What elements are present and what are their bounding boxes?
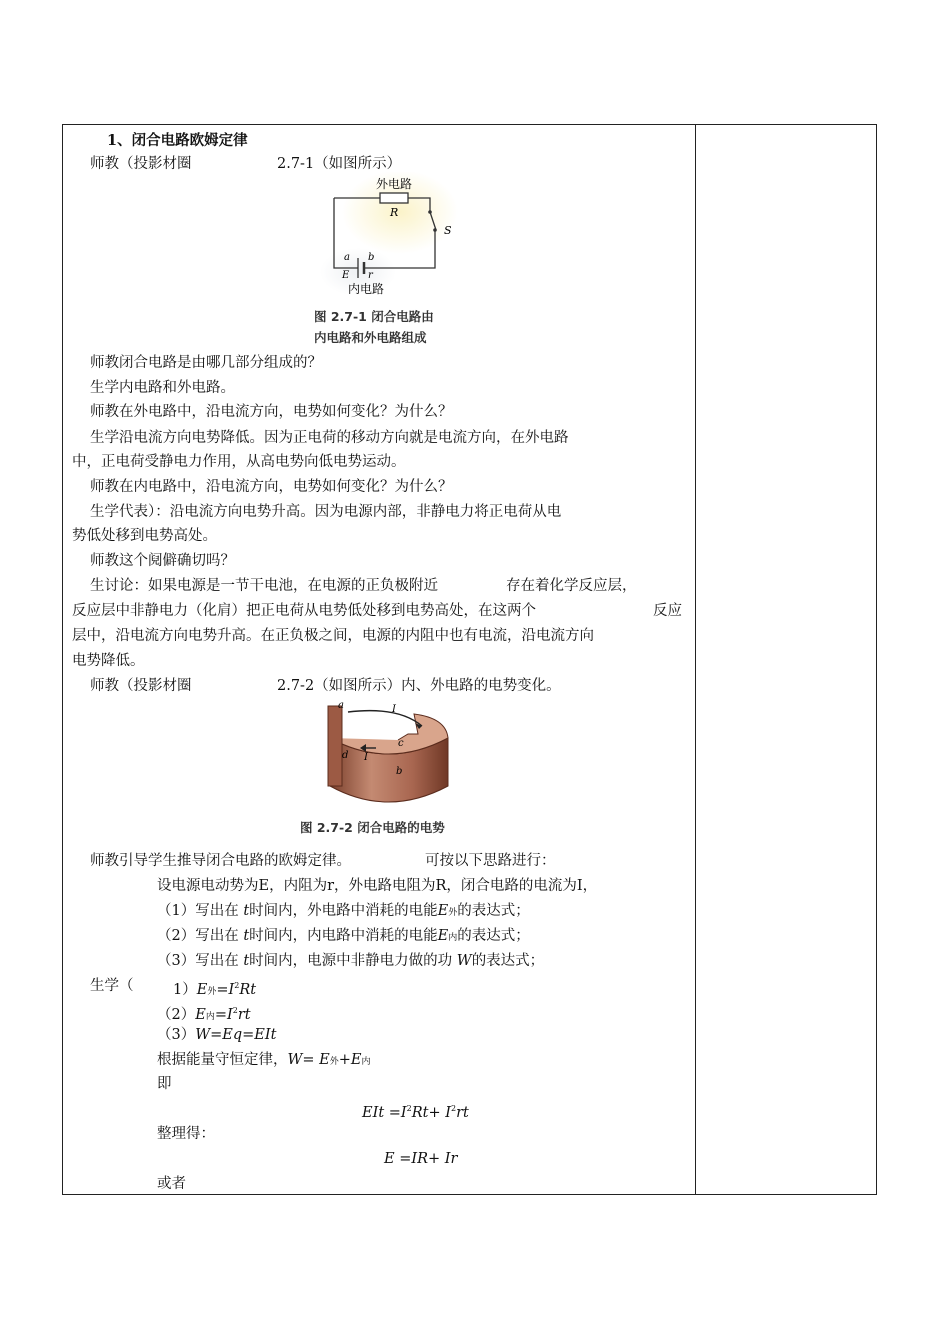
point-d-label: d — [342, 750, 349, 761]
text-line: 根据能量守恒定律，W= E外+E内 — [157, 1052, 371, 1068]
text-line: 电势降低。 — [72, 653, 145, 669]
column-divider — [695, 124, 696, 1195]
outer-circuit-label: 外电路 — [376, 177, 413, 191]
switch-label: S — [444, 224, 452, 237]
point-c-label: c — [398, 738, 404, 749]
text-line: （1）写出在 t时间内，外电路中消耗的电能E外的表达式； — [157, 903, 530, 919]
text-line: 生学沿电流方向电势降低。因为正电荷的移动方向就是电流方向，在外电路 — [90, 430, 569, 446]
text-line: 势低处移到电势高处。 — [72, 528, 217, 544]
current-arrow — [348, 711, 422, 726]
inner-circuit-label: 内电路 — [348, 282, 385, 296]
current-label-top: I — [392, 704, 396, 715]
formula-line: （2）E内$=I^2rt$ — [157, 1006, 251, 1023]
terminal-a-label: a — [344, 252, 350, 263]
text-line: 师教这个阋僻确切吗？ — [90, 553, 235, 569]
text-line: 师教（投影材圈 — [90, 678, 192, 694]
text-line: 生学（ — [90, 978, 134, 994]
current-label-inner: I — [364, 752, 368, 763]
formula-line: EIt $=I^2Rt+ I^2rt$ — [362, 1104, 469, 1121]
potential-figure — [318, 698, 468, 810]
figure1-caption-line2: 内电路和外电路组成 — [314, 330, 427, 345]
text-line: 存在着化学反应层， — [506, 578, 637, 594]
text-line: 设电源电动势为E，内阻为r，外电路电阻为R，闭合电路的电流为I， — [157, 878, 598, 894]
text-line: 反应层中非静电力（化肩）把正电荷从电势低处移到电势高处，在这两个 — [72, 603, 536, 619]
text-line: 生学代表）：沿电流方向电势升高。因为电源内部，非静电力将正电荷从电 — [90, 504, 562, 520]
text-line: 或者 — [157, 1176, 186, 1192]
text-line: 2.7-2（如图所示）内、外电路的电势变化。 — [277, 678, 561, 694]
cylinder-edge — [328, 706, 342, 786]
text-line: 师教引导学生推导闭合电路的欧姆定律。 — [90, 853, 351, 869]
formula-line: （3）W=Eq=EIt — [157, 1027, 277, 1043]
emf-label: E — [342, 270, 350, 281]
text-line: 中，正电荷受静电力作用，从高电势向低电势运动。 — [72, 454, 406, 470]
text-line: 整理得： — [157, 1126, 215, 1142]
text-line: （3）写出在 t时间内，电源中非静电力做的功 W的表达式； — [157, 953, 545, 969]
text-line: 生学内电路和外电路。 — [90, 380, 235, 396]
formula-line: 1）E外$=I^2Rt$ — [173, 981, 257, 998]
text-line: 2.7-1（如图所示） — [277, 156, 402, 172]
terminal-b-label: b — [368, 252, 375, 263]
text-line: 可按以下思路进行： — [425, 853, 556, 869]
text-line: 反应 — [653, 603, 682, 619]
text-line: （2）写出在 t时间内，内电路中消耗的电能E内的表达式； — [157, 928, 530, 944]
formula-line: E =IR+ Ir — [384, 1151, 458, 1167]
internal-resistance-label: r — [368, 270, 373, 281]
section-title: 1、闭合电路欧姆定律 — [107, 132, 248, 149]
figure2-caption: 图 2.7-2 闭合电路的电势 — [300, 820, 445, 835]
circuit-figure — [318, 172, 458, 302]
text-line: 师教在内电路中，沿电流方向，电势如何变化？为什么？ — [90, 479, 453, 495]
text-line: 师教（投影材圈 — [90, 156, 192, 172]
text-line: 生讨论：如果电源是一节干电池，在电源的正负极附近 — [90, 578, 438, 594]
text-line: 师教在外电路中，沿电流方向，电势如何变化？为什么？ — [90, 404, 453, 420]
figure1-caption-line1: 图 2.7-1 闭合电路由 — [314, 309, 434, 324]
point-b-label: b — [396, 766, 403, 777]
point-a-label: a — [338, 700, 344, 711]
text-line: 层中，沿电流方向电势升高。在正负极之间，电源的内阻中也有电流，沿电流方向 — [72, 628, 594, 644]
resistor-label: R — [390, 206, 399, 219]
text-line: 即 — [157, 1076, 172, 1092]
resistor-symbol — [380, 193, 408, 203]
text-line: 师教闭合电路是由哪几部分组成的？ — [90, 355, 322, 371]
